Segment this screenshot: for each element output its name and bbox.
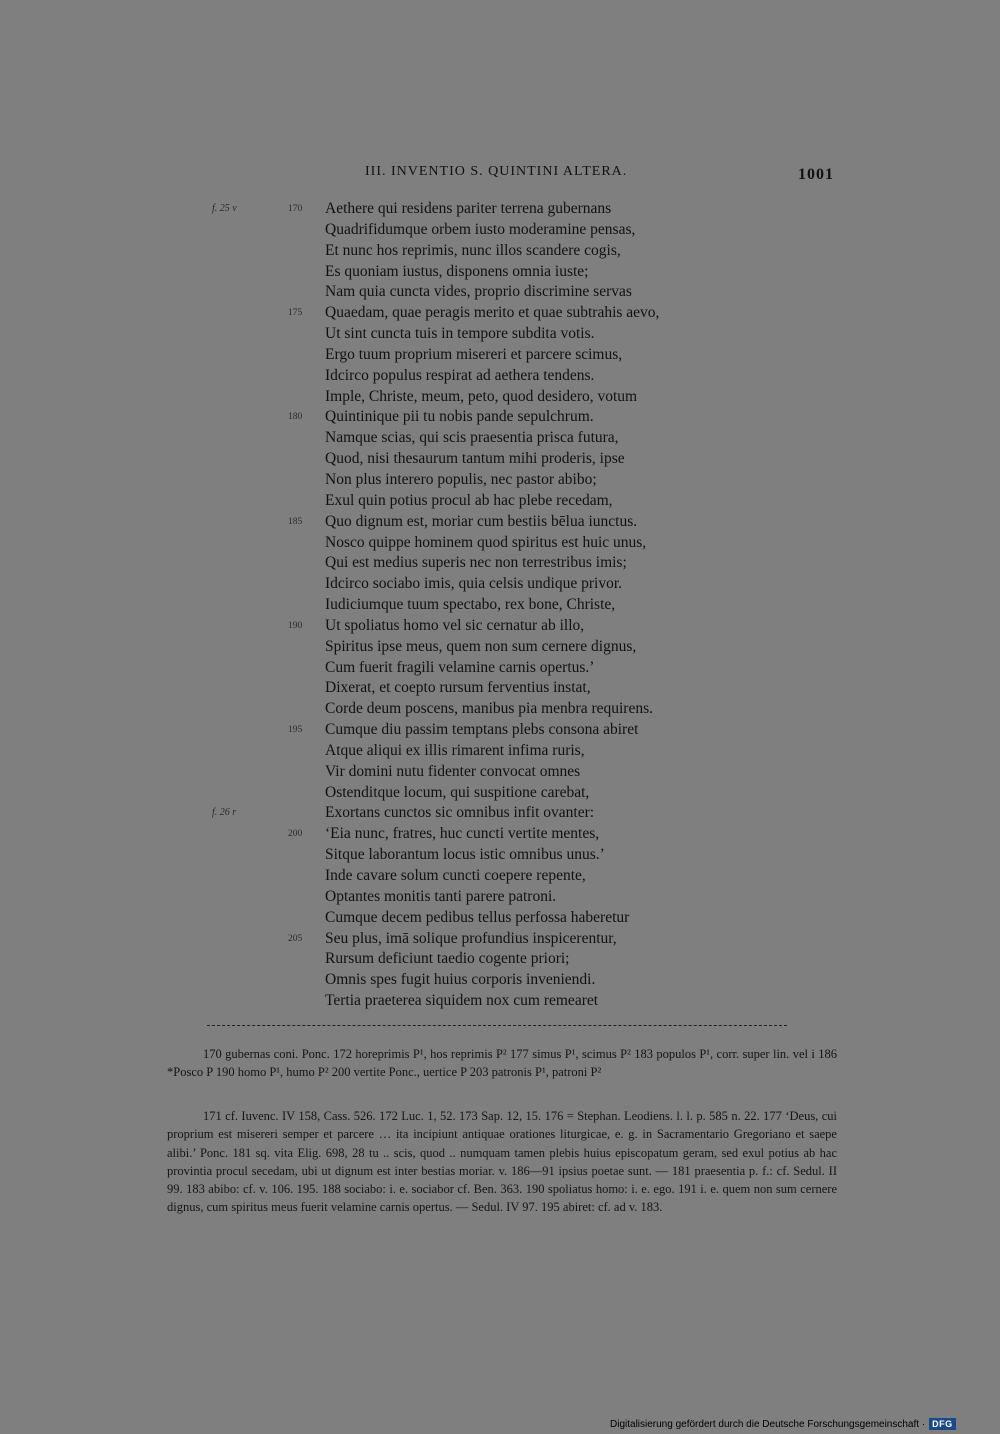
verse-text: Ut sint cuncta tuis in tempore subdita votis.	[325, 325, 595, 343]
verse-text: Dixerat, et coepto rursum ferventius instat,	[325, 679, 591, 697]
verse-text: Corde deum poscens, manibus pia menbra requirens.	[325, 700, 653, 718]
verse-line	[0, 553, 1000, 574]
line-number: 195	[288, 725, 303, 736]
page-header	[0, 164, 1000, 188]
verse-line	[0, 699, 1000, 720]
verse-line	[0, 470, 1000, 491]
verse-line	[0, 845, 1000, 866]
verse-text: Inde cavare solum cuncti coepere repente,	[325, 867, 586, 884]
line-number: 180	[288, 412, 303, 423]
verse-line	[0, 220, 1000, 241]
verse-line	[0, 616, 1000, 637]
verse-text: Sitque laborantum locus istic omnibus unus.’	[325, 846, 605, 864]
verse-text: Tertia praeterea siquidem nox cum remearet	[325, 992, 599, 1010]
digitization-credit	[610, 1416, 956, 1432]
verse-text: Ergo tuum proprium misereri et parcere scimus,	[325, 345, 623, 363]
verse-text: Ostenditque locum, qui suspitione carebat,	[325, 783, 590, 801]
verse-text: Quintinique pii tu nobis pande sepulchrum.	[325, 408, 594, 426]
verse-text: Quo dignum est, moriar cum bestiis bēlua iunctus.	[325, 512, 638, 530]
verse-line	[0, 345, 1000, 366]
line-number: 200	[288, 829, 303, 840]
verse-line	[0, 887, 1000, 908]
verse-text: Non plus interero populis, nec pastor abibo;	[325, 470, 597, 488]
verse-text: Namque scias, qui scis praesentia prisca futura,	[325, 429, 619, 447]
verse-text: Quaedam, quae peragis merito et quae subtrahis aevo,	[325, 304, 660, 322]
verse-line	[0, 678, 1000, 699]
page-number: 1001	[798, 166, 834, 183]
verse-line	[0, 720, 1000, 741]
verse-text: Spiritus ipse meus, quem non sum cernere dignus,	[325, 637, 637, 655]
verse-line	[0, 262, 1000, 283]
verse-text: Iudiciumque tuum spectabo, rex bone, Christe,	[325, 596, 616, 614]
verse-line	[0, 407, 1000, 428]
verse-line	[0, 637, 1000, 658]
verse-text: Cumque diu passim temptans plebs consona abiret	[325, 721, 639, 739]
line-number: 185	[288, 516, 303, 527]
dfg-logo-icon: DFG	[929, 1418, 956, 1430]
verse-text: Quadrifidumque orbem iusto moderamine pensas,	[325, 220, 636, 238]
verse-line	[0, 387, 1000, 408]
line-number: 170	[288, 204, 303, 214]
verse-line	[0, 324, 1000, 345]
verse-line	[0, 595, 1000, 616]
apparatus-text: 170 gubernas coni. Ponc. 172 horeprimis P¹, hos reprimis P² 177 simus P¹, scimus P² 183 populos P¹, corr. super lin. vel i 186 *Posco P 190 homo P¹, humo P² 200 vertite Ponc., uertice P 203 patronis P¹, patroni P²	[167, 1047, 837, 1080]
line-number: 205	[288, 933, 303, 944]
verse-text: Atque aliqui ex illis rimarent infima ruris,	[325, 741, 585, 759]
verse-line	[0, 866, 1000, 887]
source-notes	[167, 1107, 837, 1217]
line-number: 190	[288, 620, 303, 631]
critical-apparatus	[167, 1045, 837, 1082]
verse-line	[0, 512, 1000, 533]
verse-text: Imple, Christe, meum, peto, quod desidero, votum	[325, 387, 638, 405]
verse-line	[0, 533, 1000, 554]
verse-line	[0, 491, 1000, 512]
verse-text: Cum fuerit fragili velamine carnis opertus.’	[325, 658, 595, 676]
verse-line	[0, 366, 1000, 387]
verse-text: Cumque decem pedibus tellus perfossa haberetur	[325, 908, 630, 926]
footnote-divider	[207, 1025, 787, 1026]
verse-line	[0, 574, 1000, 595]
verse-text: Idcirco sociabo imis, quia celsis undique privor.	[325, 575, 623, 593]
verse-line	[0, 741, 1000, 762]
verse-text: Nosco quippe hominem quod spiritus est huic unus,	[325, 533, 647, 551]
credit-text: Digitalisierung gefördert durch die Deutsche Forschungsgemeinschaft ·	[610, 1418, 926, 1430]
verse-line	[0, 303, 1000, 324]
verse-line	[0, 991, 1000, 1012]
verse-line	[0, 762, 1000, 783]
verse-text: Aethere qui residens pariter terrena gubernans	[325, 200, 612, 217]
verse-line	[0, 282, 1000, 303]
verse-text: Ut spoliatus homo vel sic cernatur ab illo,	[325, 616, 585, 634]
verse-line	[0, 449, 1000, 470]
verse-text: Qui est medius superis nec non terrestribus imis;	[325, 554, 627, 572]
verse-text: Exortans cunctos sic omnibus infit ovanter:	[325, 804, 595, 822]
verse-line	[0, 824, 1000, 845]
verse-line	[0, 929, 1000, 950]
verse-text: Idcirco populus respirat ad aethera tendens.	[325, 366, 595, 384]
source-notes-text: 171 cf. Iuvenc. IV 158, Cass. 526. 172 Luc. 1, 52. 173 Sap. 12, 15. 176 = Stephan. Leodiens. l. l. p. 585 n. 22. 177 ‘Deus, cui proprium est misereri semper et parcere … ita incipiunt antiquae orationes liturgicae, e. g. in Sacramentario Gregoriano et saepe alibi.’ Ponc. 181 sq. vita Elig. 698, 28 tu .. scis, quod .. numquam tamen plebis huius episcopatum geram, sed exul potius ab hac provintia procul secedam, ubi ut dignum est inter bestias moriar. v. 186—91 ipsius poetae sunt. — 181 praesentia p. f.: cf. Sedul. II 99. 183 abibo: cf. v. 106. 195. 188 sociabo: i. e. sociabor cf. Ben. 363. 190 spoliatus homo: i. e. ego. 191 i. e. quem non sum cernere dignus, cum spiritus meus fuerit velamine carnis opertus. — Sedul. IV 97. 195 abiret: cf. ad v. 183.	[167, 1109, 837, 1215]
verse-text: Seu plus, imā solique profundius inspicerentur,	[325, 929, 617, 947]
verse-line	[0, 949, 1000, 970]
verse-text: Vir domini nutu fidenter convocat omnes	[325, 762, 581, 780]
verse-text: ‘Eia nunc, fratres, huc cuncti vertite mentes,	[325, 825, 600, 843]
verse-text: Omnis spes fugit huius corporis inveniendi.	[325, 971, 596, 989]
verse-line	[0, 970, 1000, 991]
verse-text: Es quoniam iustus, disponens omnia iuste;	[325, 262, 589, 280]
verse-text: Rursum deficiunt taedio cogente priori;	[325, 950, 570, 968]
verse-text: Exul quin potius procul ab hac plebe recedam,	[325, 491, 613, 509]
folio-marker: f. 26 r	[212, 807, 237, 819]
verse-text: Nam quia cuncta vides, proprio discrimine servas	[325, 283, 632, 301]
verse-line	[0, 908, 1000, 929]
poem-text	[0, 199, 1000, 1012]
verse-line	[0, 241, 1000, 262]
verse-line	[0, 428, 1000, 449]
verse-text: Et nunc hos reprimis, nunc illos scandere cogis,	[325, 241, 621, 259]
verse-line	[0, 199, 1000, 220]
verse-line	[0, 658, 1000, 679]
folio-marker: f. 25 v	[212, 203, 237, 214]
running-title: III. INVENTIO S. QUINTINI ALTERA.	[365, 164, 628, 179]
verse-line	[0, 783, 1000, 804]
verse-text: Optantes monitis tanti parere patroni.	[325, 887, 557, 905]
verse-text: Quod, nisi thesaurum tantum mihi proderis, ipse	[325, 450, 625, 468]
line-number: 175	[288, 308, 303, 319]
verse-line	[0, 803, 1000, 824]
